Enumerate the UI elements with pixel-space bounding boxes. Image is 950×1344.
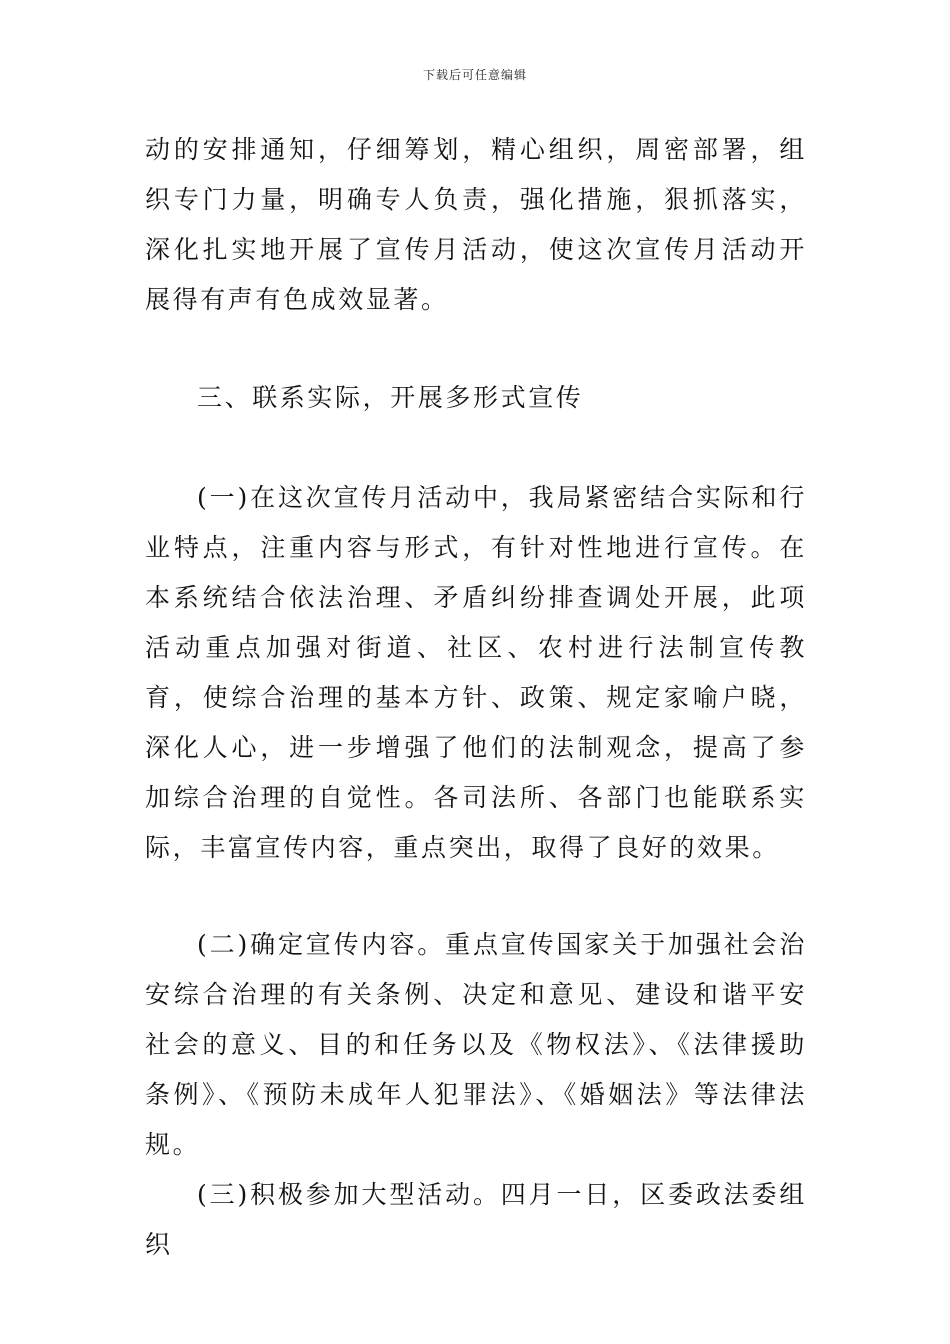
body-paragraph-2: (一)在这次宣传月活动中，我局紧密结合实际和行业特点，注重内容与形式，有针对性地进行宣传。在本系统结合依法治理、矛盾纠纷排查调处开展，此项活动重点加强对街道、社区、农村进行法制宣传教育，使综合治理的基本方针、政策、规定家喻户晓，深化人心，进一步增强了他们的法制观念，提高了参加综合治理的自觉性。各司法所、各部门也能联系实际，丰富宣传内容，重点突出，取得了良好的效果。 bbox=[145, 483, 807, 862]
body-paragraph-3: (二)确定宣传内容。重点宣传国家关于加强社会治安综合治理的有关条例、决定和意见、建设和谐平安社会的意义、目的和任务以及《物权法》、《法律援助条例》、《预防未成年人犯罪法》、《婚姻法》等法律法规。 bbox=[145, 930, 807, 1159]
body-paragraph-4: (三)积极参加大型活动。四月一日，区委政法委组织 bbox=[145, 1180, 807, 1259]
body-paragraph-1: 动的安排通知，仔细筹划，精心组织，周密部署，组织专门力量，明确专人负责，强化措施，狠抓落实，深化扎实地开展了宣传月活动，使这次宣传月活动开展得有声有色成效显著。 bbox=[145, 135, 807, 314]
header-note: 下载后可任意编辑 bbox=[422, 68, 527, 82]
section-heading: 三、联系实际，开展多形式宣传 bbox=[197, 383, 584, 412]
